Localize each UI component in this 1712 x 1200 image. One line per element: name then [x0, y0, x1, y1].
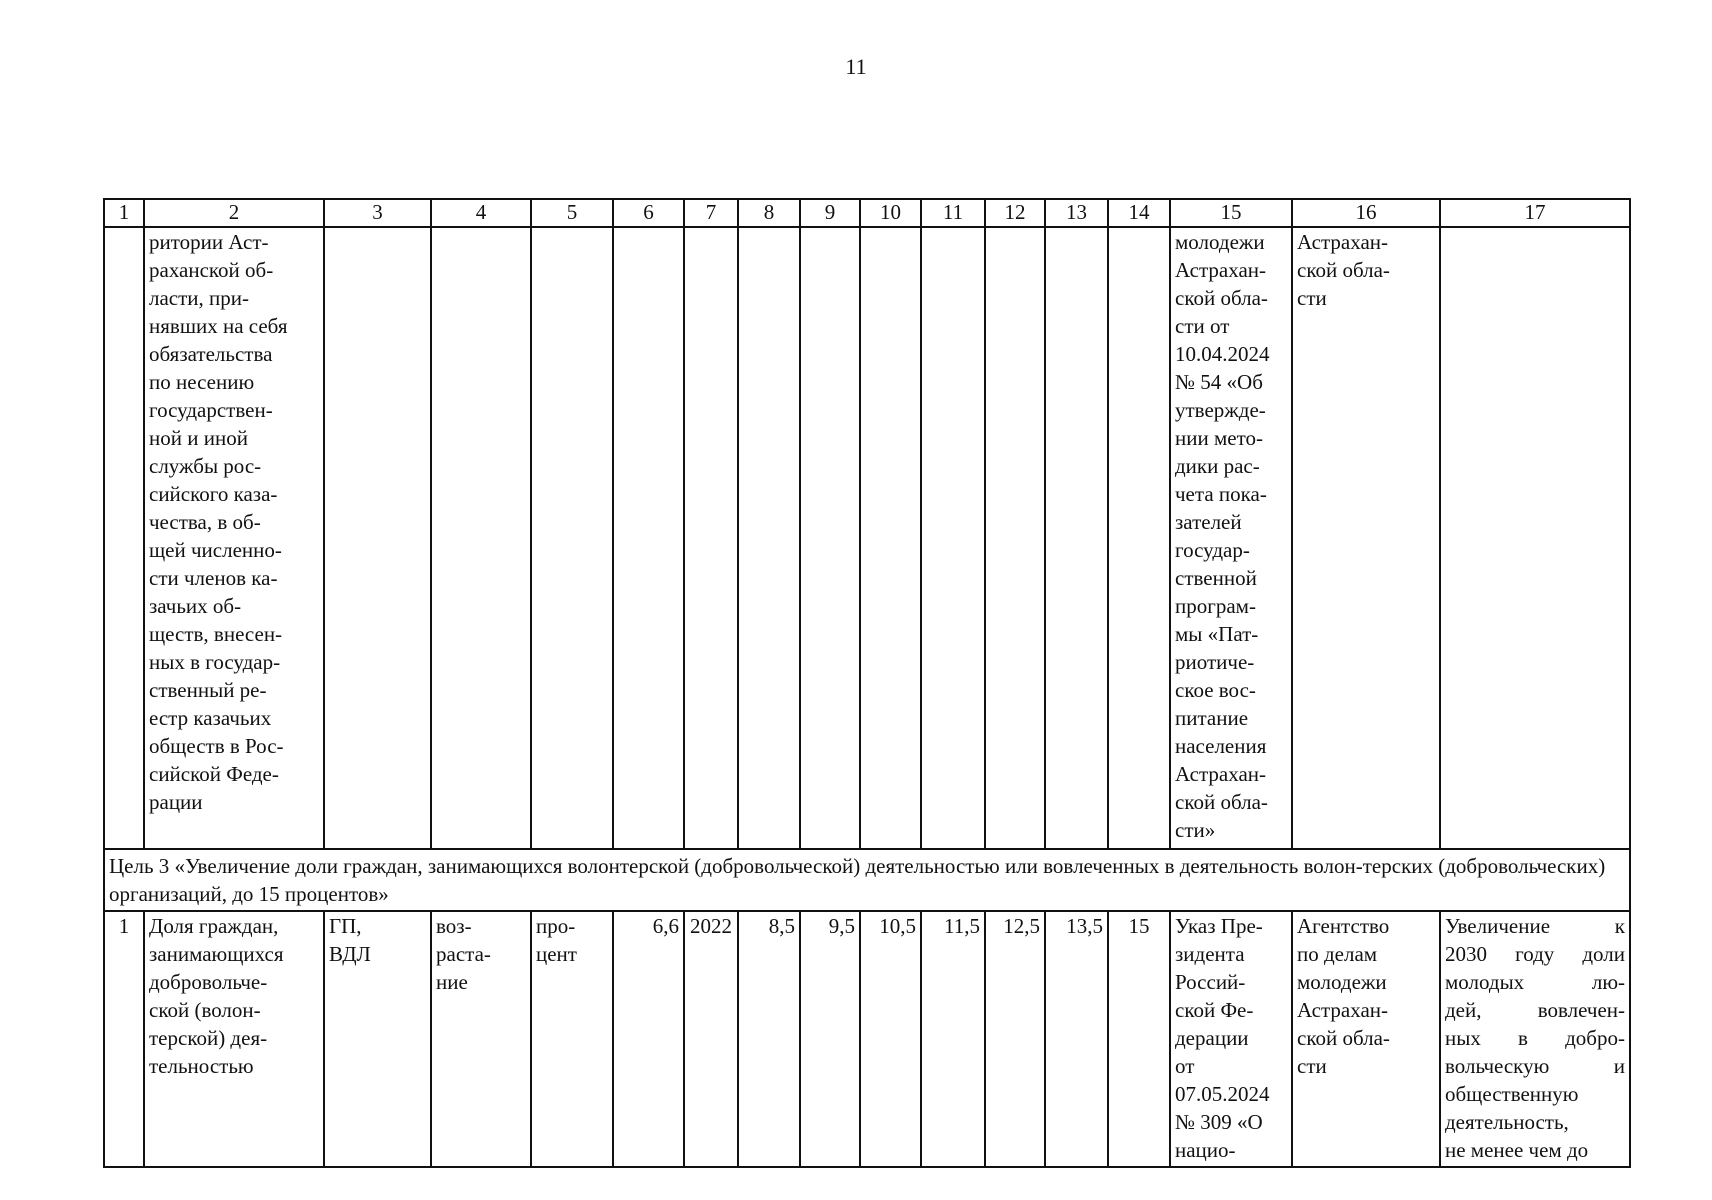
cell [738, 227, 800, 849]
table-row [104, 227, 1630, 849]
col-num-13: 13 [1045, 199, 1108, 227]
value-col-9: 9,5 [800, 911, 860, 1167]
link-line: 2030 году доли [1445, 942, 1625, 966]
col-num-16: 16 [1292, 199, 1440, 227]
col-num-14: 14 [1108, 199, 1170, 227]
cell [860, 227, 921, 849]
document-reference-continued: молодежи Астрахан- ской обла- сти от 10.04.2024 № 54 «Об утвержде- нии мето- дики рас- чета пока- зателей государ- ственной програм- мы «Пат- риотиче- ское вос- питание населения Астрахан- ской обла- сти» [1170, 227, 1292, 849]
value-col-10: 10,5 [860, 911, 921, 1167]
cell [921, 227, 985, 849]
cell [613, 227, 684, 849]
link-to-national-goals [1440, 911, 1630, 1167]
link-line: общественную [1445, 1082, 1579, 1106]
cell [1108, 227, 1170, 849]
link-line: молодых лю- [1445, 970, 1625, 994]
col-num-6: 6 [613, 199, 684, 227]
col-num-17: 17 [1440, 199, 1630, 227]
link-line: дей, вовлечен- [1445, 998, 1625, 1022]
col-num-15: 15 [1170, 199, 1292, 227]
cell [104, 227, 144, 849]
goal-row [104, 849, 1630, 911]
col-num-3: 3 [324, 199, 431, 227]
page-number: 11 [845, 54, 867, 79]
value-col-11: 11,5 [921, 911, 985, 1167]
indicators-table [103, 198, 1631, 1168]
row-number: 1 [104, 911, 144, 1167]
table-row [104, 911, 1630, 1167]
cell [684, 227, 738, 849]
col-num-9: 9 [800, 199, 860, 227]
cell [1045, 227, 1108, 849]
col-num-11: 11 [921, 199, 985, 227]
link-line: не менее чем до [1445, 1138, 1589, 1162]
indicator-level: ГП, ВДЛ [324, 911, 431, 1167]
link-line: деятельность, [1445, 1110, 1569, 1134]
value-col-8: 8,5 [738, 911, 800, 1167]
cell [985, 227, 1045, 849]
col-num-12: 12 [985, 199, 1045, 227]
col-num-5: 5 [531, 199, 613, 227]
link-line: Увеличение к [1445, 914, 1625, 938]
col-num-2: 2 [144, 199, 324, 227]
document-reference: Указ Пре- зидента Россий- ской Фе- дерации от 07.05.2024 № 309 «О нацио- [1170, 911, 1292, 1167]
cell [431, 227, 531, 849]
indicator-name: Доля граждан, занимающихся добровольче- ской (волон- терской) дея- тельностью [144, 911, 324, 1167]
cell [800, 227, 860, 849]
cell [531, 227, 613, 849]
col-num-10: 10 [860, 199, 921, 227]
column-number-row [104, 199, 1630, 227]
cell [324, 227, 431, 849]
value-col-14: 15 [1108, 911, 1170, 1167]
goal-text: Цель 3 «Увеличение доли граждан, занимающихся волонтерской (добровольческой) деятельностью или вовлеченных в деятельность волон-терских (добровольческих) организаций, до 15 процентов» [104, 849, 1630, 911]
responsible-body: Агентство по делам молодежи Астрахан- ской обла- сти [1292, 911, 1440, 1167]
base-year: 2022 [684, 911, 738, 1167]
indicator-trend: воз- раста- ние [431, 911, 531, 1167]
unit-of-measure: про- цент [531, 911, 613, 1167]
col-num-1: 1 [104, 199, 144, 227]
col-num-8: 8 [738, 199, 800, 227]
col-num-4: 4 [431, 199, 531, 227]
indicator-name-continued: ритории Аст- раханской об- ласти, при- нявших на себя обязательства по несению государствен- ной и иной службы рос- сийского каза- чества, в об- щей численно- сти членов ка- зачьих об- ществ, внесен- ных в государ- ственный ре- естр казачьих обществ в Рос- сийской Феде- рации [144, 227, 324, 849]
col-num-7: 7 [684, 199, 738, 227]
cell [1440, 227, 1630, 849]
value-col-13: 13,5 [1045, 911, 1108, 1167]
link-line: вольческую и [1445, 1054, 1625, 1078]
base-value: 6,6 [613, 911, 684, 1167]
value-col-12: 12,5 [985, 911, 1045, 1167]
link-line: ных в добро- [1445, 1026, 1625, 1050]
responsible-continued: Астрахан- ской обла- сти [1292, 227, 1440, 849]
